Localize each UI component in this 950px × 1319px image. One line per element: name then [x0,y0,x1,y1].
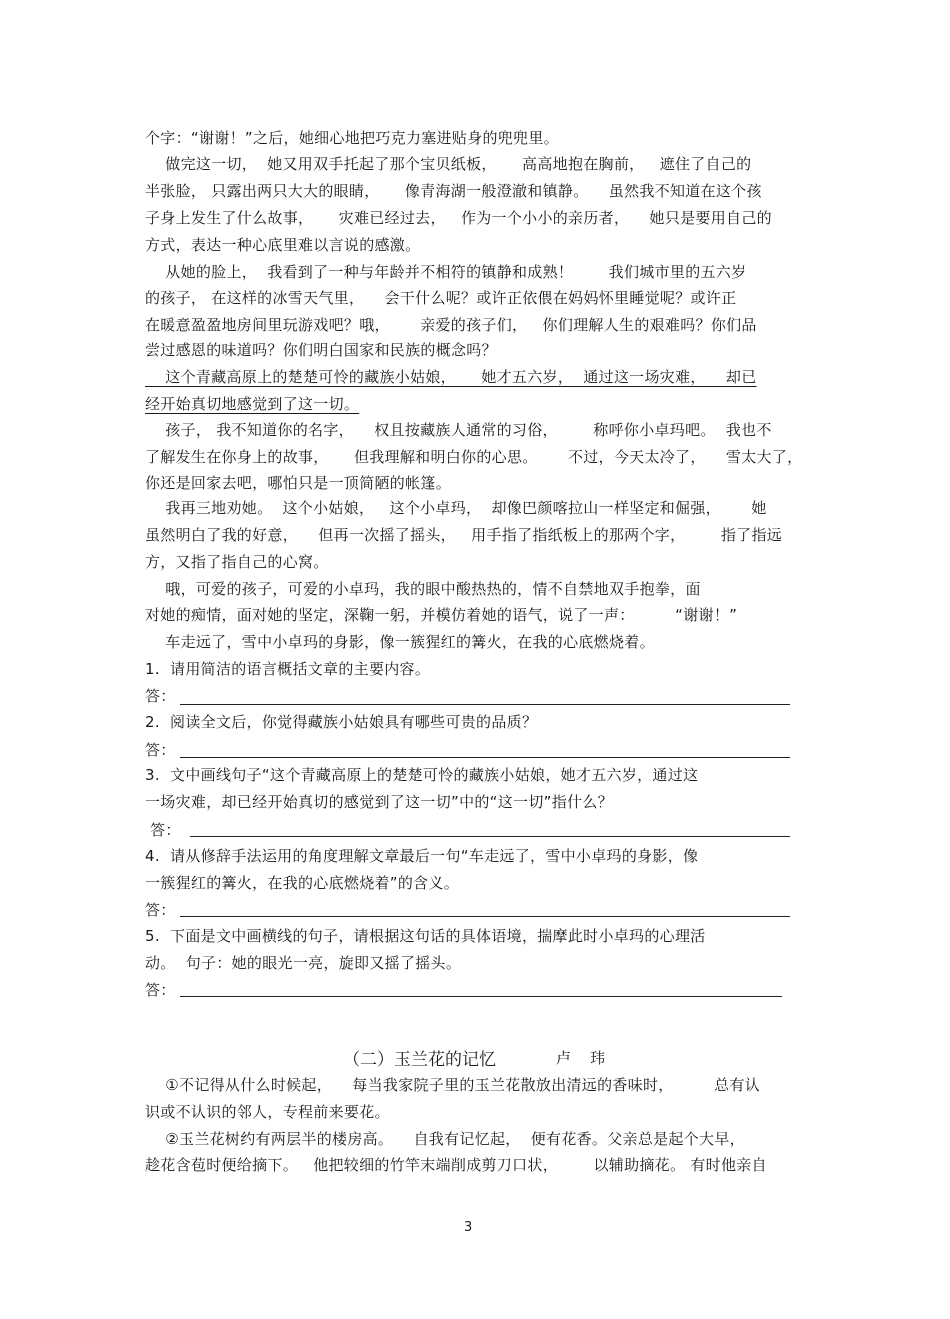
paragraph-line: 子身上发生了什么故事， 灾难已经过去， 作为一个小小的亲历者， 她只是要用自己的 [145,209,772,227]
paragraph-line: 车走远了，雪中小卓玛的身影，像一簇猩红的篝火，在我的心底燃烧着。 [145,633,655,651]
question-2: 2. 阅读全文后，你觉得藏族小姑娘具有哪些可贵的品质？ [145,713,538,731]
paragraph-line: 你还是回家去吧，哪怕只是一顶简陋的帐篷。 [145,474,452,492]
paragraph-line: 的孩子， 在这样的冰雪天气里， 会干什么呢？或许正依偎在妈妈怀里睡觉呢？或许正 [145,289,737,307]
question-3: 3. 文中画线句子“这个青藏高原上的楚楚可怜的藏族小姑娘，她才五六岁，通过这 [145,766,699,784]
answer-label: 答： [145,901,176,919]
paragraph-line: 方式，表达一种心底里难以言说的感激。 [145,236,421,254]
paragraph-line: 方，又指了指自己的心窝。 [145,553,329,571]
section-title: （二）玉兰花的记忆 [343,1050,496,1070]
answer-label: 答： [145,821,181,839]
paragraph-line: 做完这一切， 她又用双手托起了那个宝贝纸板， 高高地抱在胸前， 遮住了自己的 [145,155,752,173]
paragraph-line: 孩子， 我不知道你的名字， 权且按藏族人通常的习俗， 称呼你小卓玛吧。 我也不 [145,421,772,439]
paragraph-line: 虽然明白了我的好意， 但再一次摇了摇头， 用手指了指纸板上的那两个字， 指了指远 [145,526,783,544]
paragraph-line: 对她的痴情，面对她的坚定，深鞠一躬，并模仿着她的语气，说了一声： “谢谢！” [145,606,738,624]
paragraph-line: 哦，可爱的孩子，可爱的小卓玛，我的眼中酸热热的，情不自禁地双手抱拳，面 [145,580,701,598]
paragraph-line: 在暖意盈盈地房间里玩游戏吧？哦， 亲爱的孩子们， 你们理解人生的艰难吗？你们品 [145,316,757,334]
paragraph-line: 半张脸， 只露出两只大大的眼睛， 像青海湖一般澄澈和镇静。 虽然我不知道在这个孩 [145,182,762,200]
section-author: 卢 玮 [556,1049,606,1067]
answer-label: 答： [145,981,176,999]
answer-line[interactable] [180,916,790,917]
answer-line[interactable] [190,836,790,837]
question-1: 1. 请用简洁的语言概括文章的主要内容。 [145,660,431,678]
underlined-sentence-line: 这个青藏高原上的楚楚可怜的藏族小姑娘， 她才五六岁， 通过这一场灾难， 却已 [145,368,757,386]
question-3-cont: 一场灾难，却已经开始真切的感觉到了这一切”中的“这一切”指什么？ [145,793,613,811]
paragraph-line: 我再三地劝她。 这个小姑娘， 这个小卓玛， 却像巴颜喀拉山一样坚定和倔强， 她 [145,499,767,517]
paragraph-line: 了解发生在你身上的故事， 但我理解和明白你的心思。 不过，今天太冷了， 雪太大了， [145,448,803,466]
paragraph-line: ②玉兰花树约有两层半的楼房高。 自我有记忆起， 便有花香。父亲总是起个大早， [145,1130,745,1148]
question-4-cont: 一簇猩红的篝火，在我的心底燃烧着”的含义。 [145,874,460,892]
answer-line[interactable] [180,996,782,997]
answer-label: 答： [145,741,176,759]
paragraph-line: 识或不认识的邻人，专程前来要花。 [145,1103,390,1121]
paragraph-line: 个字：“谢谢！”之后，她细心地把巧克力塞进贴身的兜兜里。 [145,129,559,147]
page-number: 3 [464,1220,473,1235]
question-5-cont: 动。 句子：她的眼光一亮，旋即又摇了摇头。 [145,954,462,972]
paragraph-line: ①不记得从什么时候起， 每当我家院子里的玉兰花散放出清远的香味时， 总有认 [145,1076,761,1094]
answer-line[interactable] [180,757,790,758]
question-5: 5. 下面是文中画横线的句子，请根据这句话的具体语境，揣摩此时小卓玛的心理活 [145,927,706,945]
paragraph-line: 趁花含苞时便给摘下。 他把较细的竹竿末端削成剪刀口状， 以辅助摘花。 有时他亲自 [145,1156,767,1174]
paragraph-line: 从她的脸上， 我看到了一种与年龄并不相符的镇静和成熟！ 我们城市里的五六岁 [145,263,747,281]
answer-line[interactable] [180,704,790,705]
answer-label: 答： [145,687,176,705]
question-4: 4. 请从修辞手法运用的角度理解文章最后一句“车走远了，雪中小卓玛的身影，像 [145,847,699,865]
paragraph-line: 尝过感恩的味道吗？你们明白国家和民族的概念吗？ [145,341,497,359]
underlined-sentence-line: 经开始真切地感觉到了这一切。 [145,395,360,413]
